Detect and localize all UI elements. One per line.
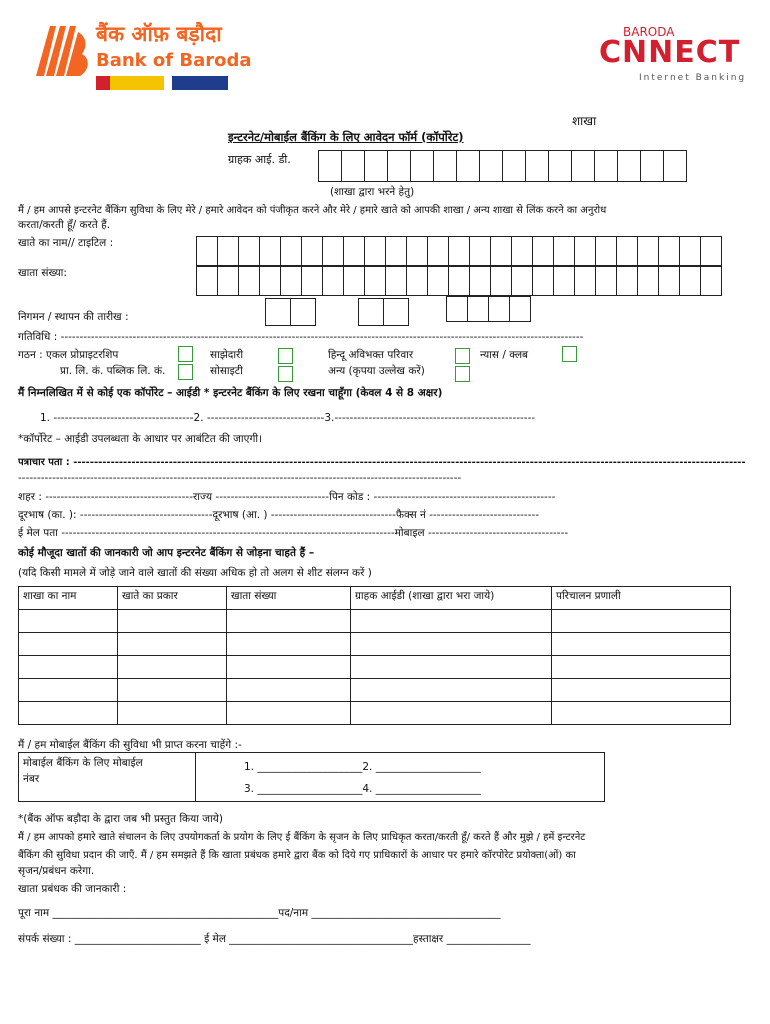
pvt-ltd-checkbox[interactable] [178,364,193,380]
table-row[interactable] [19,656,731,679]
blue-block [172,76,228,90]
auth-line-3: सृजन/प्रबंधन करेगा. [18,865,95,877]
customer-id-label: ग्राहक आई. डी. [228,153,291,166]
address-line-2[interactable]: --------------------------------------------------------------------------------------------------------------------- [18,472,462,484]
mobile-label-1: मोबाईल बैंकिंग के लिए मोबाईल [23,757,143,769]
others-checkbox[interactable] [455,366,470,382]
col-branch-name: शाखा का नाम [19,587,118,610]
col-account-number: खाता संख्या [227,587,351,610]
corporate-note: *कॉर्पोरेट – आईडी उपलब्धता के आधार पर आबंटित की जाएगी। [18,433,263,445]
col-account-type: खाते का प्रकार [118,587,227,610]
red-block [96,76,110,90]
address-label[interactable]: पत्राचार पता : ------------------------------------------------------------------------------------------------------------------------------------------------------------------ [18,457,746,468]
city-line[interactable]: शहर : ---------------------------------------राज्य ------------------------------पिन कोड : ------------------------------------------------ [18,491,556,503]
account-number-boxes[interactable] [196,266,721,296]
huf-label: हिन्दू अविभक्त परिवार [328,349,414,361]
customer-id-boxes[interactable] [318,150,686,182]
date-month-boxes[interactable] [358,298,408,326]
linked-accounts-title: कोई मौजूदा खातों की जानकारी जो आप इन्टरनेट बैंकिंग से जोड़ना चाहते हैं – [18,547,315,559]
linked-accounts-table [18,586,731,725]
brand-sub: Internet Banking [639,73,747,83]
table-header-row [19,587,731,610]
mobile-label-box [18,752,196,802]
linked-accounts-note: (यदि किसी मामले में जोड़े जाने वाले खातों की संख्या अधिक हो तो अलग से शीट संलग्न करें ) [18,567,372,579]
account-name-boxes[interactable] [196,236,721,266]
yellow-block [110,76,164,90]
corporate-id-options[interactable]: 1. -------------------------------------2. -------------------------------3.----------------------------------------------------- [40,412,536,424]
branch-use-note: (शाखा द्वारा भरने हेतु) [330,186,415,198]
request-line-1: मैं / हम आपसे इन्टरनेट बैंकिंग सुविधा के लिए मेरे / हमारे आवेदन को पंजीकृत करने और मेरे / हमारे खाते को आपकी शाखा / अन्य शाखा से लिंक करने का अनुरोध [18,205,607,216]
date-day-boxes[interactable] [265,298,315,326]
table-row[interactable] [19,679,731,702]
email-line[interactable]: ई मेल पता ----------------------------------------------------------------------------------------मोबाइल ------------------------------------- [18,527,569,539]
trust-checkbox[interactable] [562,346,577,362]
mobile-slot-1[interactable]: 1. ____________________2. ____________________ [244,761,481,773]
contact-line[interactable]: संपर्क संख्या : ________________________ ई मेल ___________________________________हस्ताक्षर ________________ [18,933,531,945]
mobile-slot-2[interactable]: 3. ____________________4. ____________________ [244,783,481,795]
baroda-connect-logo [595,25,755,90]
bank-name-hindi: बैंक ऑफ़ बड़ौदा [96,22,222,46]
date-year-boxes[interactable] [446,296,530,322]
request-line-2: करता/करती हूँ/ करते हैं. [18,219,111,231]
branch-label: शाखा [572,114,597,128]
partnership-checkbox[interactable] [278,348,293,364]
society-label: सोसाइटी [210,365,243,377]
others-label: अन्य (कृपया उल्लेख करें) [328,365,425,377]
account-number-label: खाता संख्या: [18,267,67,279]
account-name-label: खाते का नाम// टाइटिल : [18,237,114,249]
bank-of-baroda-logo [30,14,252,94]
incorporation-label: निगमन / स्थापन की तारीख : [18,311,129,323]
mobile-intro: मैं / हम मोबाईल बैंकिंग की सुविधा भी प्राप्त करना चाहेंगे :- [18,739,242,751]
sub-brand-strip [96,76,228,90]
huf-checkbox[interactable] [455,348,470,364]
table-row[interactable] [19,610,731,633]
form-title: इन्टरनेट/मोबाईल बैंकिंग के लिए आवेदन फॉर्म (कॉर्पोरेट) [228,130,464,144]
activity-label: गतिविधि : ------------------------------------------------------------------------------------------------------------------------------------------ [18,331,584,343]
auth-line-1: मैं / हम आपको हमारे खाते संचालन के लिए उपयोगकर्ता के प्रयोग के लिए ई बैंकिंग के सृजन के लिए प्राधिकृत करता/करती हूँ/ करते हैं और मुझे / हमें इन्टरनेट [18,832,586,843]
auth-line-2: बैंकिंग की सुविधा प्रदान की जाएँ. मैं / हम समझते हैं कि खाता प्रबंधक हमारे द्वारा बैंक को दिये गए प्राधिकारों के आधार पर हमारे कॉरपोरेट प्रयोक्ता(ओं) का [18,850,576,861]
full-name-line[interactable]: पूरा नाम ___________________________________________पद/नाम ____________________________________ [18,907,501,919]
baroda-sun-icon [30,18,92,80]
col-customer-id: ग्राहक आईडी (शाखा द्वारा भरा जाये) [351,587,552,610]
corporate-id-label: मैं निम्नलिखित में से कोई एक कॉर्पोरेट – आईडी * इन्टरनेट बैंकिंग के लिए रखना चाहूँगा (केवल 4 से 8 अक्षर) [18,387,443,399]
constitution-label: गठन : एकल प्रोप्राइटरशिप [18,349,119,361]
bank-use-note: *(बैंक ऑफ बड़ौदा के द्वारा जब भी प्रस्तुत किया जाये) [18,813,223,825]
phone-line[interactable]: दूरभाष (का. ): -----------------------------------दूरभाष (आ. ) ---------------------------------फैक्स नं ----------------------------- [18,509,540,521]
trust-label: न्यास / क्लब [480,349,529,361]
brand-top: BARODA [623,25,675,39]
manager-info-label: खाता प्रबंधक की जानकारी : [18,883,127,895]
society-checkbox[interactable] [278,366,293,382]
table-row[interactable] [19,702,731,725]
bank-name-english: Bank of Baroda [96,50,252,71]
mobile-number-box[interactable] [195,752,605,802]
col-operation-mode: परिचालन प्रणाली [552,587,731,610]
mobile-label-2: नंबर [23,773,40,785]
proprietorship-checkbox[interactable] [178,346,193,362]
pvt-ltd-label: प्रा. लि. कं. पब्लिक लि. कं. [60,365,166,377]
partnership-label: साझेदारी [210,349,244,361]
table-row[interactable] [19,633,731,656]
brand-main: CNNECT [599,35,741,70]
